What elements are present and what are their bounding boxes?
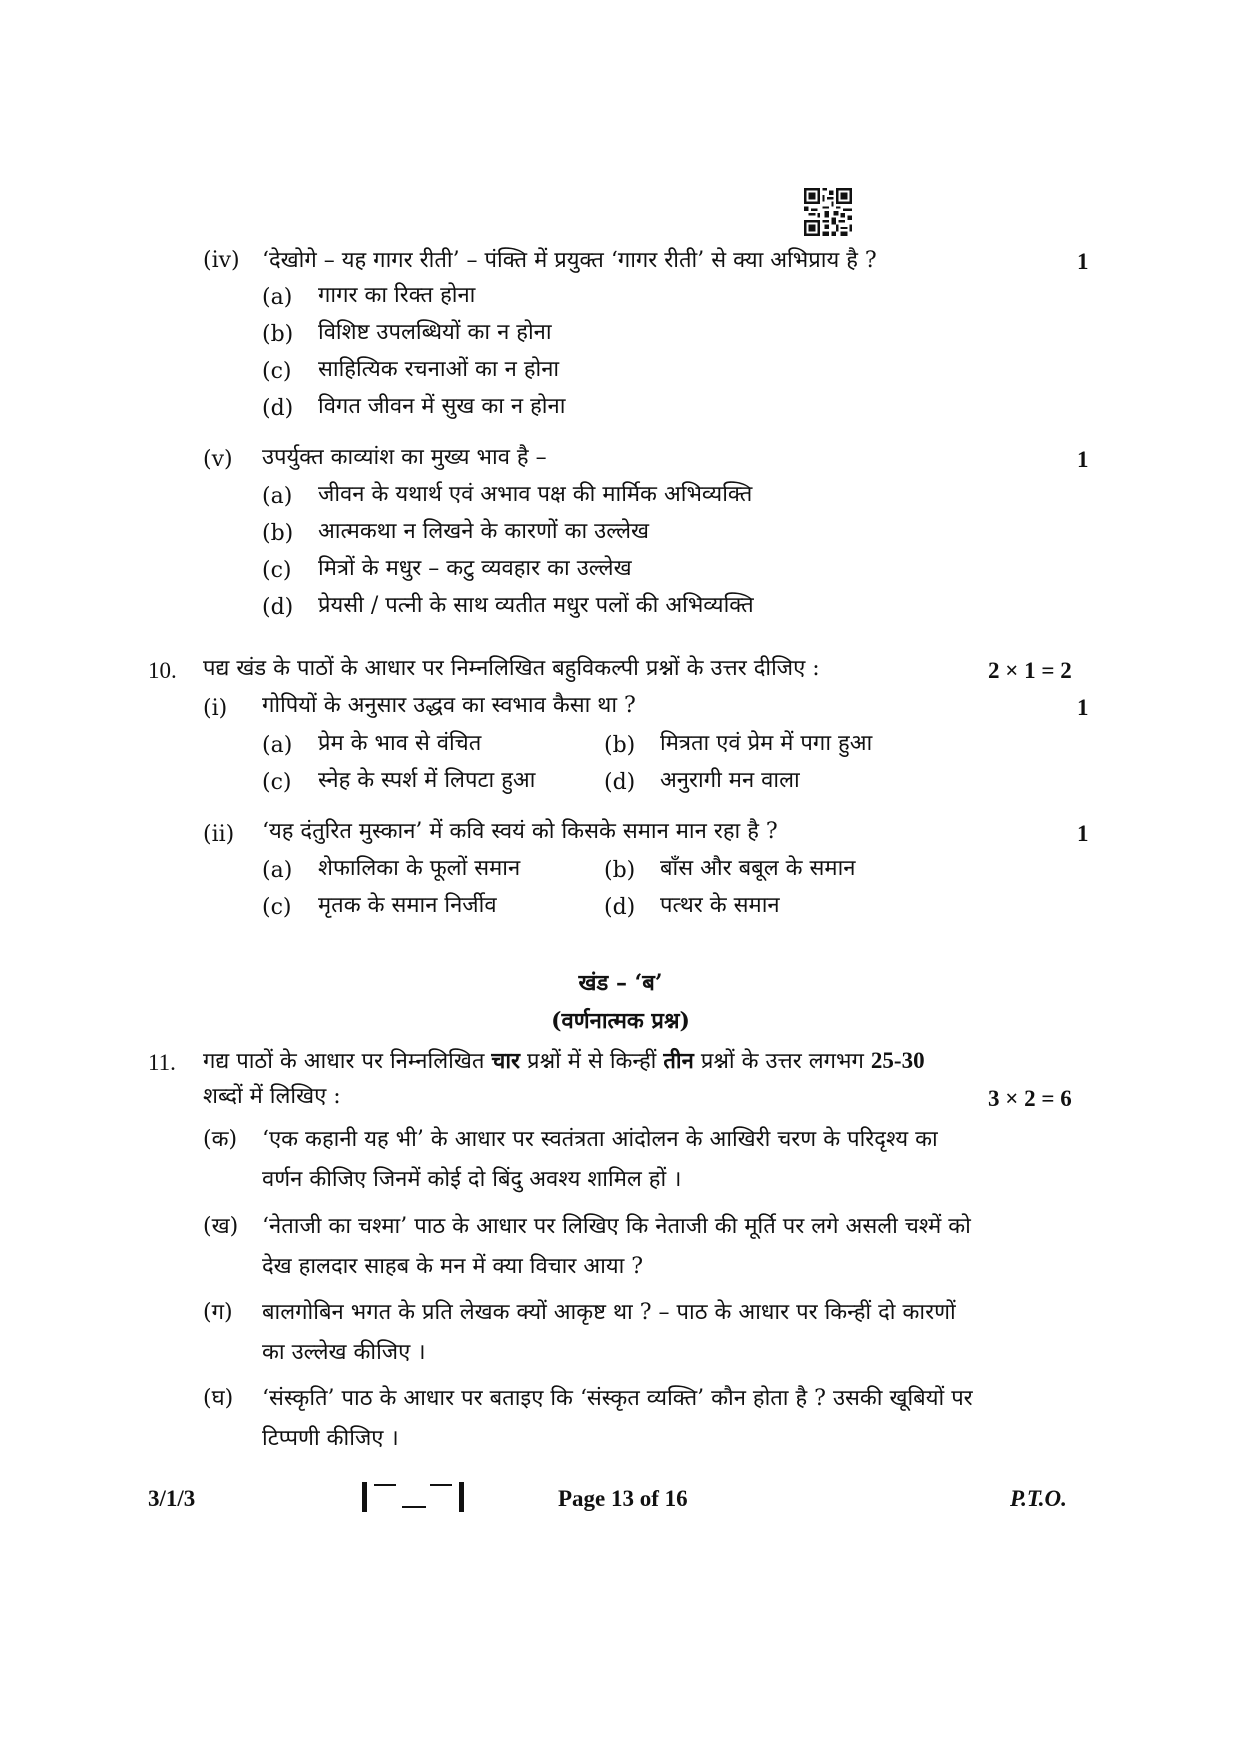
part-label: (ख) — [203, 1214, 239, 1239]
pto-label: P.T.O. — [1010, 1486, 1067, 1511]
part-text: ‘एक कहानी यह भी’ के आधार पर स्वतंत्रता आंदोलन के आखिरी चरण के परिदृश्य का — [262, 1127, 938, 1152]
option-text: मित्रों के मधुर – कटु व्यवहार का उल्लेख — [318, 556, 632, 581]
option-label: (b) — [262, 322, 294, 347]
part-text: ‘नेताजी का चश्मा’ पाठ के आधार पर लिखिए कि नेताजी की मूर्ति पर लगे असली चश्में को — [262, 1214, 971, 1239]
option-text: विगत जीवन में सुख का न होना — [318, 394, 566, 419]
option-text: स्नेह के स्पर्श में लिपटा हुआ — [318, 768, 536, 793]
question-text-part: गद्य पाठों के आधार पर निम्नलिखित — [203, 1049, 485, 1074]
part-text: बालगोबिन भगत के प्रति लेखक क्यों आकृष्ट था ? – पाठ के आधार पर किन्हीं दो कारणों — [262, 1300, 956, 1325]
option-label: (a) — [262, 858, 293, 883]
option-label: (c) — [262, 770, 292, 795]
option-label: (d) — [604, 895, 636, 920]
question-text-part: प्रश्नों में से किन्हीं — [527, 1049, 657, 1074]
section-title: खंड – ‘ब’ — [578, 970, 663, 996]
option-text: मित्रता एवं प्रेम में पगा हुआ — [660, 731, 873, 756]
question-text: ‘यह दंतुरित मुस्कान’ में कवि स्वयं को किसके समान मान रहा है ? — [262, 819, 778, 844]
option-text: पत्थर के समान — [660, 893, 780, 918]
option-label: (a) — [262, 484, 293, 509]
option-label: (b) — [604, 733, 636, 758]
question-text — [203, 1046, 925, 1077]
option-label: (c) — [262, 895, 292, 920]
question-text: गोपियों के अनुसार उद्धव का स्वभाव कैसा था ? — [262, 693, 636, 718]
question-text-line2: शब्दों में लिखिए : — [203, 1084, 341, 1109]
option-label: (d) — [262, 595, 294, 620]
part-text: का उल्लेख कीजिए । — [262, 1340, 426, 1365]
part-text: टिप्पणी कीजिए । — [262, 1426, 399, 1451]
option-text: मृतक के समान निर्जीव — [318, 893, 497, 918]
question-text-part: प्रश्नों के उत्तर लगभग — [700, 1049, 864, 1074]
option-text: जीवन के यथार्थ एवं अभाव पक्ष की मार्मिक अभिव्यक्ति — [318, 482, 753, 507]
marks: 1 — [1077, 821, 1089, 846]
option-label: (a) — [262, 285, 293, 310]
emphasis-count: तीन — [663, 1048, 694, 1074]
question-number: (iv) — [203, 248, 240, 273]
marks: 1 — [1077, 695, 1089, 720]
option-text: प्रेयसी / पत्नी के साथ व्यतीत मधुर पलों की अभिव्यक्ति — [318, 593, 754, 618]
option-text: अनुरागी मन वाला — [660, 768, 800, 793]
part-text: देख हालदार साहब के मन में क्या विचार आया ? — [262, 1254, 644, 1279]
option-label: (a) — [262, 733, 293, 758]
question-text: ‘देखोगे – यह गागर रीती’ – पंक्ति में प्रयुक्त ‘गागर रीती’ से क्या अभिप्राय है ? — [262, 248, 877, 273]
question-number: 11. — [148, 1050, 176, 1075]
option-text: बाँस और बबूल के समान — [660, 856, 856, 881]
option-label: (c) — [262, 359, 292, 384]
paper-code: 3/1/3 — [148, 1486, 196, 1511]
marks: 1 — [1077, 249, 1089, 274]
part-text: वर्णन कीजिए जिनमें कोई दो बिंदु अवश्य शामिल हों । — [262, 1167, 682, 1192]
part-label: (क) — [203, 1127, 238, 1152]
option-label: (c) — [262, 558, 292, 583]
part-label: (घ) — [203, 1386, 234, 1411]
barcode-icon — [362, 1480, 466, 1514]
marks: 2 × 1 = 2 — [988, 658, 1072, 683]
section-subtitle: (वर्णनात्मक प्रश्न) — [551, 1008, 690, 1034]
question-number: 10. — [148, 658, 177, 683]
question-number: (ii) — [203, 822, 235, 847]
option-text: शेफालिका के फूलों समान — [318, 856, 521, 881]
option-label: (b) — [604, 858, 636, 883]
question-text: पद्य खंड के पाठों के आधार पर निम्नलिखित बहुविकल्पी प्रश्नों के उत्तर दीजिए : — [203, 656, 820, 681]
page-number: Page 13 of 16 — [558, 1486, 688, 1511]
word-limit: 25-30 — [870, 1048, 925, 1073]
option-label: (d) — [262, 396, 294, 421]
option-text: प्रेम के भाव से वंचित — [318, 731, 482, 756]
question-number: (v) — [203, 447, 233, 472]
question-number: (i) — [203, 696, 228, 721]
part-text: ‘संस्कृति’ पाठ के आधार पर बताइए कि ‘संस्कृत व्यक्ति’ कौन होता है ? उसकी खूबियों पर — [262, 1386, 973, 1411]
option-text: आत्मकथा न लिखने के कारणों का उल्लेख — [318, 519, 650, 544]
option-label: (d) — [604, 770, 636, 795]
option-text: गागर का रिक्त होना — [318, 283, 476, 308]
option-label: (b) — [262, 521, 294, 546]
marks: 3 × 2 = 6 — [988, 1086, 1072, 1111]
emphasis-count: चार — [491, 1048, 521, 1074]
option-text: साहित्यिक रचनाओं का न होना — [318, 357, 560, 382]
marks: 1 — [1077, 447, 1089, 472]
qr-code-icon — [804, 188, 852, 236]
part-label: (ग) — [203, 1300, 233, 1325]
option-text: विशिष्ट उपलब्धियों का न होना — [318, 320, 552, 345]
question-text: उपर्युक्त काव्यांश का मुख्य भाव है – — [262, 445, 547, 470]
